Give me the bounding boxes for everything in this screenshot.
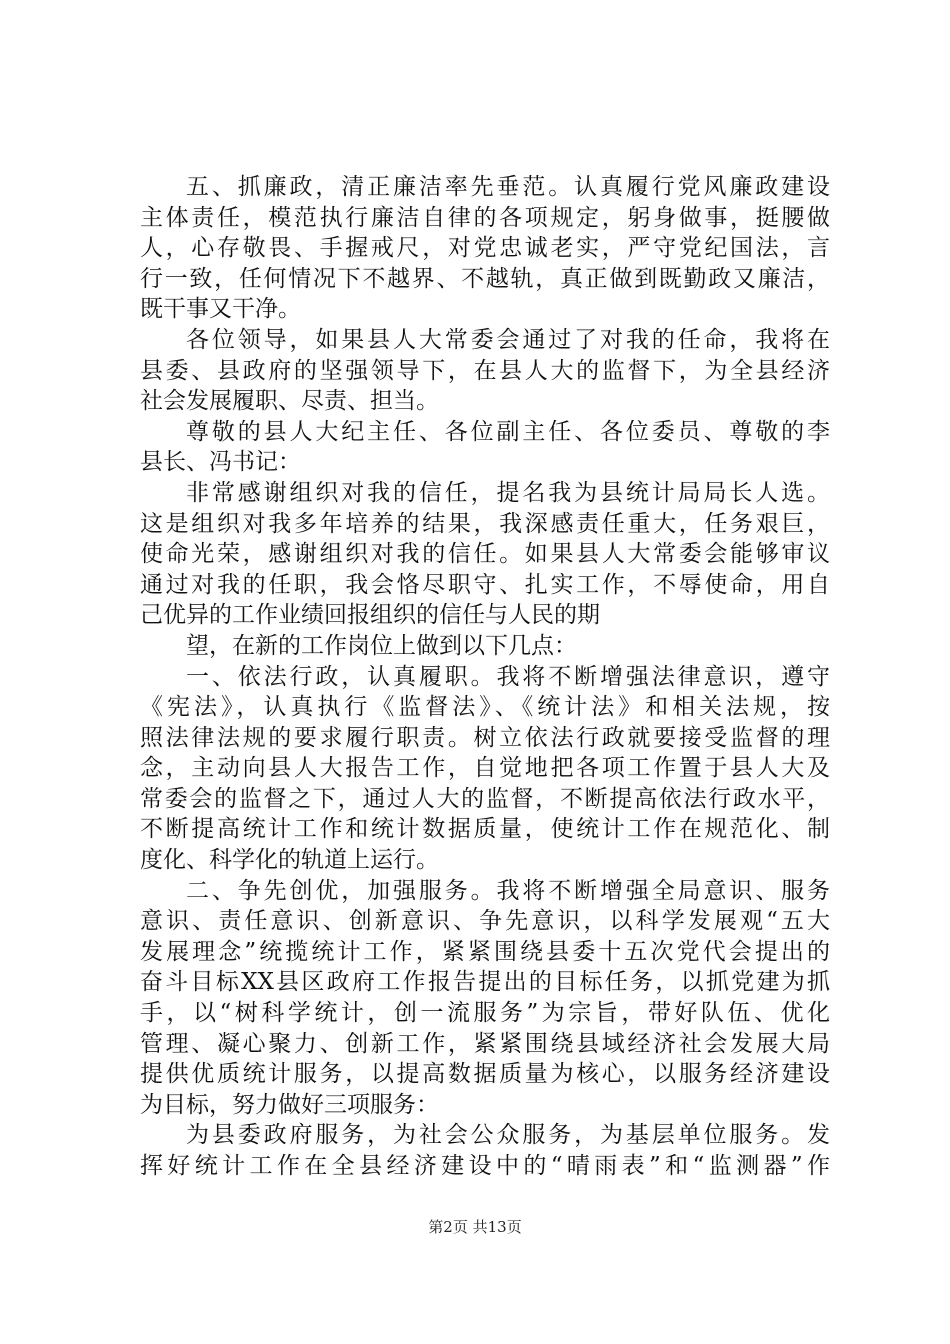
text-line: 非常感谢组织对我的信任，提名我为县统计局局长人选。 xyxy=(186,479,830,506)
text-line: 度化、科学化的轨道上运行。 xyxy=(140,847,439,874)
text-line: 既干事又干净。 xyxy=(140,296,301,323)
page-footer: 第2页 共13页 xyxy=(428,1218,522,1236)
text-line: 望，在新的工作岗位上做到以下几点： xyxy=(186,632,577,659)
text-line: 《宪法》，认真执行《监督法》、《统计法》和相关法规，按 xyxy=(140,694,830,721)
text-line: 一、依法行政，认真履职。我将不断增强法律意识，遵守 xyxy=(186,663,830,690)
text-line: 挥好统计工作在全县经济建设中的“晴雨表”和“监测器”作 xyxy=(140,1153,830,1179)
text-line: 使命光荣，感谢组织对我的信任。如果县人大常委会能够审议 xyxy=(140,541,830,568)
text-line: 行一致，任何情况下不越界、不越轨，真正做到既勤政又廉洁， xyxy=(140,265,830,292)
text-line: 各位领导，如果县人大常委会通过了对我的任命，我将在 xyxy=(186,326,830,353)
text-line: 为县委政府服务，为社会公众服务，为基层单位服务。发 xyxy=(186,1122,830,1149)
document-body xyxy=(140,172,830,1182)
text-line: 照法律法规的要求履行职责。树立依法行政就要接受监督的理 xyxy=(140,724,830,751)
text-line: 意识、责任意识、创新意识、争先意识，以科学发展观“五大 xyxy=(140,908,830,935)
text-line: 这是组织对我多年培养的结果，我深感责任重大，任务艰巨， xyxy=(140,510,830,537)
text-line: 县委、县政府的坚强领导下，在县人大的监督下，为全县经济 xyxy=(140,357,830,384)
text-line: 五、抓廉政，清正廉洁率先垂范。认真履行党风廉政建设 xyxy=(186,174,830,200)
text-line: 县长、冯书记： xyxy=(140,449,301,476)
text-line: 提供优质统计服务，以提高数据质量为核心，以服务经济建设 xyxy=(140,1061,830,1088)
text-line: 主体责任，模范执行廉洁自律的各项规定，躬身做事，挺腰做 xyxy=(140,204,830,231)
text-line: 二、争先创优，加强服务。我将不断增强全局意识、服务 xyxy=(186,877,830,904)
text-line: 为目标，努力做好三项服务： xyxy=(140,1091,439,1118)
text-line: 尊敬的县人大纪主任、各位副主任、各位委员、尊敬的李 xyxy=(186,418,830,445)
text-line: 手，以“树科学统计，创一流服务”为宗旨，带好队伍、优化 xyxy=(140,1000,830,1027)
text-line: 发展理念”统揽统计工作，紧紧围绕县委十五次党代会提出的 xyxy=(140,938,830,965)
text-line: 不断提高统计工作和统计数据质量，使统计工作在规范化、制 xyxy=(140,816,830,843)
text-line: 念，主动向县人大报告工作，自觉地把各项工作置于县人大及 xyxy=(140,755,830,782)
text-line: 社会发展履职、尽责、担当。 xyxy=(140,388,439,415)
text-line: 管理、凝心聚力、创新工作，紧紧围绕县域经济社会发展大局 xyxy=(140,1030,830,1057)
text-line: 奋斗目标XX县区政府工作报告提出的目标任务，以抓党建为抓 xyxy=(140,969,830,996)
text-line: 人，心存敬畏、手握戒尺，对党忠诚老实，严守党纪国法，言 xyxy=(140,235,830,262)
text-line: 己优异的工作业绩回报组织的信任与人民的期 xyxy=(140,602,600,629)
text-line: 通过对我的任职，我会恪尽职守、扎实工作，不辱使命，用自 xyxy=(140,571,830,598)
text-line: 常委会的监督之下，通过人大的监督，不断提高依法行政水平， xyxy=(140,785,830,812)
